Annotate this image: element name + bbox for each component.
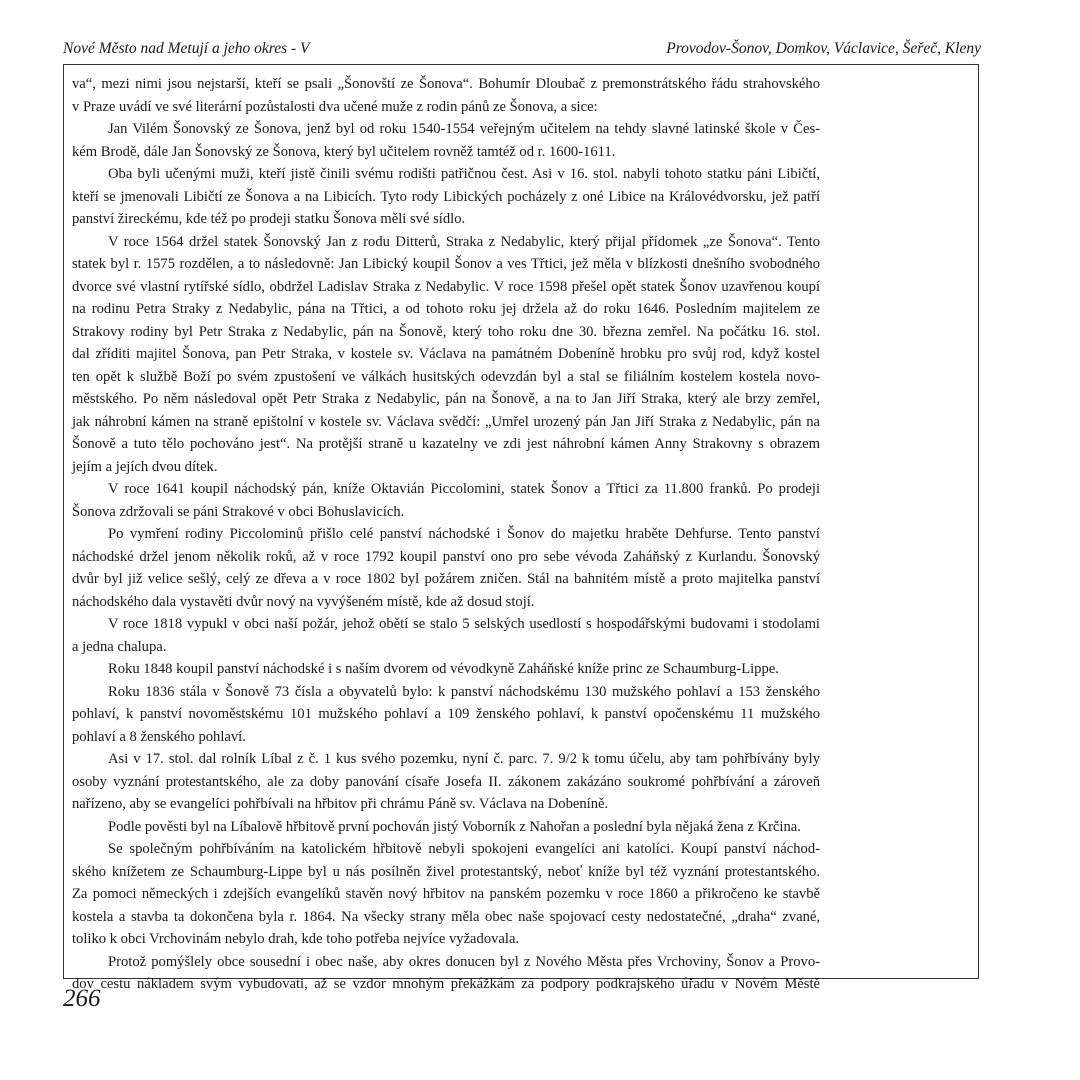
text-line: Asi v 17. stol. dal rolník Líbal z č. 1 kus svého pozemku, nyní č. parc. 7. 9/2 k tomu účelu, aby tam pohřbívány byly xyxy=(108,751,820,767)
text-line: městského. Po něm následoval opět Petr Straka z Nedabylic, pán na Šonově, a na to Jan Jiří Straka, který ale brzy zemřel, xyxy=(72,391,820,407)
text-line: statek byl r. 1575 rozdělen, a to následovně: Jan Libický koupil Šonov a ves Třtici, jež měla v blízkosti dnešního svobodného xyxy=(72,256,820,272)
text-line: dov cestu nákladem svým vybudovati, až se vzdor mnohým překážkám za podpory podkrajského úřadu v Novém Městě xyxy=(72,976,820,992)
text-body xyxy=(72,73,820,996)
text-line: Šonově a tuto tělo pochováno jest“. Na protější straně u kazatelny ve zdi jest náhrobní kámen Anny Strakovny s obrazem xyxy=(72,436,820,452)
text-line: jejím a jejích dvou dítek. xyxy=(72,458,218,475)
text-line: pohlaví a 8 ženského pohlaví. xyxy=(72,728,246,745)
text-line: Oba byli učenými muži, kteří jistě činili svému rodišti patřičnou čest. Asi v 16. stol. nabyli tohoto statku páni Libičtí, xyxy=(108,166,820,182)
text-line: ského knížetem ze Schaumburg-Lippe byl u nás posílněn živel protestantský, neboť kníže byl též vyznání protestantského. xyxy=(72,863,820,880)
text-line: Šonova zdržovali se páni Strakové v obci Bohuslavicích. xyxy=(72,503,405,520)
text-line: Roku 1836 stála v Šonově 73 čísla a obyvatelů bylo: k panství náchodskému 130 mužského pohlaví a 153 ženského xyxy=(108,683,820,700)
text-line: Po vymření rodiny Piccolominů přišlo celé panství náchodské i Šonov do majetku hraběte Dehfurse. Tento panství xyxy=(108,526,820,542)
text-line: a jedna chalupa. xyxy=(72,638,167,655)
text-line: osoby vyznání protestantského, ale za doby panování císaře Josefa II. zákonem zakázáno soukromé pohřbívání a zároveň xyxy=(72,773,820,790)
text-line: Podle pověsti byl na Líbalově hřbitově první pochován jistý Voborník z Nahořan a poslední byla nějaká žena z Krčina. xyxy=(108,818,801,835)
text-line: náchodského dala vystavěti dvůr nový na vyvýšeném místě, kde až dosud stojí. xyxy=(72,593,535,610)
text-line: ten opět k službě Boží po svém zpustošení ve válkách husitských odevzdán byl a stal se filiálním kostelem kostela novo- xyxy=(72,368,820,385)
text-line: dvorce své vlastní rytířské sídlo, obdržel Ladislav Straka z Nedabylic. V roce 1598 přešel opět statek Šonov uzavřenou koupí xyxy=(72,278,820,295)
text-line: Se společným pohřbíváním na katolickém hřbitově nebyli spokojeni evangelíci ani katolíci. Koupí panství náchod- xyxy=(108,841,820,857)
text-line: pohlaví, k panství novoměstskému 101 mužského pohlaví a 109 ženského pohlaví, k panství opočenskému 11 mužského xyxy=(72,706,820,722)
text-line: toliko k obci Vrchovinám nebylo drah, kde toho potřeba nejvíce vyžadovala. xyxy=(72,931,520,947)
text-line: na rodinu Petra Straky z Nedabylic, pána na Třtici, a od tohoto roku jej držela až do roku 1646. Posledním majitelem ze xyxy=(72,301,820,317)
text-line: dvůr byl již velice sešlý, celý ze dřeva a v roce 1802 byl požárem zničen. Stál na bahnitém místě a proto majitelka panství xyxy=(72,571,820,587)
text-line: panství žireckému, kde též po prodeji statku Šonova měli své sídlo. xyxy=(72,211,466,227)
header-chapter-title: Provodov-Šonov, Domkov, Václavice, Šeřeč, Kleny xyxy=(666,40,981,57)
text-line: Strakovy rodiny byl Petr Straka z Nedabylic, pán na Šonově, který toho roku dne 30. března zemřel. Na počátku 16. stol. xyxy=(72,323,820,340)
text-line: nařízeno, aby se evangelíci pohřbívali na hřbitov při chrámu Páně sv. Václava na Dobeníně. xyxy=(72,796,609,812)
text-line: Protož pomýšlely obce sousední i obec naše, aby okres donucen byl z Nového Města přes Vrchoviny, Šonov a Provo- xyxy=(108,953,820,970)
text-line: Za pomoci německých i zdejších evangelíků stavěn nový hřbitov na panském pozemku v roce 1860 a přikročeno ke stavbě xyxy=(72,886,820,902)
page-number: 266 xyxy=(63,985,101,1012)
text-line: Jan Vilém Šonovský ze Šonova, jenž byl od roku 1540-1554 veřejným učitelem na tehdy slavné latinské škole v Čes- xyxy=(108,121,820,137)
text-line: kém Brodě, dále Jan Šonovský ze Šonova, který byl učitelem rovněž tamtéž od r. 1600-1611. xyxy=(72,143,616,160)
text-line: náchodské držel jenom několik roků, až v roce 1792 koupil panství ono pro sebe vévoda Zaháňský z Kurlandu. Šonovský xyxy=(72,548,820,565)
text-line: kteří se jmenovali Libičtí ze Šonova a na Libicích. Tyto rody Libických pocházely z oné Libice na Královédvorsku, jež patří xyxy=(72,188,820,205)
text-line: V roce 1818 vypukl v obci naší požár, jehož obětí se stalo 5 selských usedlostí s hospodářskými budovami i stodolami xyxy=(108,616,820,632)
text-line: kostela a stavba ta dokončena byla r. 1864. Na všecky strany měla obec naše spojovací cesty nedostatečné, „draha“ zvané, xyxy=(72,908,820,925)
text-line: va“, mezi nimi jsou nejstarší, kteří se psali „Šonovští ze Šonova“. Bohumír Dloubač z premonstrátského řádu strahovského xyxy=(72,76,820,92)
header-book-title: Nové Město nad Metují a jeho okres - V xyxy=(63,40,310,57)
text-line: Roku 1848 koupil panství náchodské i s naším dvorem od vévodkyně Zaháňské kníže princ ze Schaumburg-Lippe. xyxy=(108,661,779,677)
text-line: v Praze uvádí ve své literární pozůstalosti dva učené muže z rodin pánů ze Šonova, a sice: xyxy=(72,98,598,115)
text-line: V roce 1641 koupil náchodský pán, kníže Oktavián Piccolomini, statek Šonov a Třtici za 11.800 franků. Po prodeji xyxy=(108,481,820,497)
text-line: V roce 1564 držel statek Šonovský Jan z rodu Ditterů, Straka z Nedabylic, který přijal přídomek „ze Šonova“. Tento xyxy=(108,233,820,250)
running-head xyxy=(63,38,981,60)
text-line: jak náhrobní kámen na straně epištolní v kostele sv. Václava svědčí: „Umřel urozený pán Jan Jiří Straka z Nedabylic, pán na xyxy=(72,413,820,430)
text-line: dal zříditi majitel Šonova, pan Petr Straka, v kostele sv. Václava na památném Dobeníně hrobku pro svůj rod, když kostel xyxy=(72,346,820,362)
